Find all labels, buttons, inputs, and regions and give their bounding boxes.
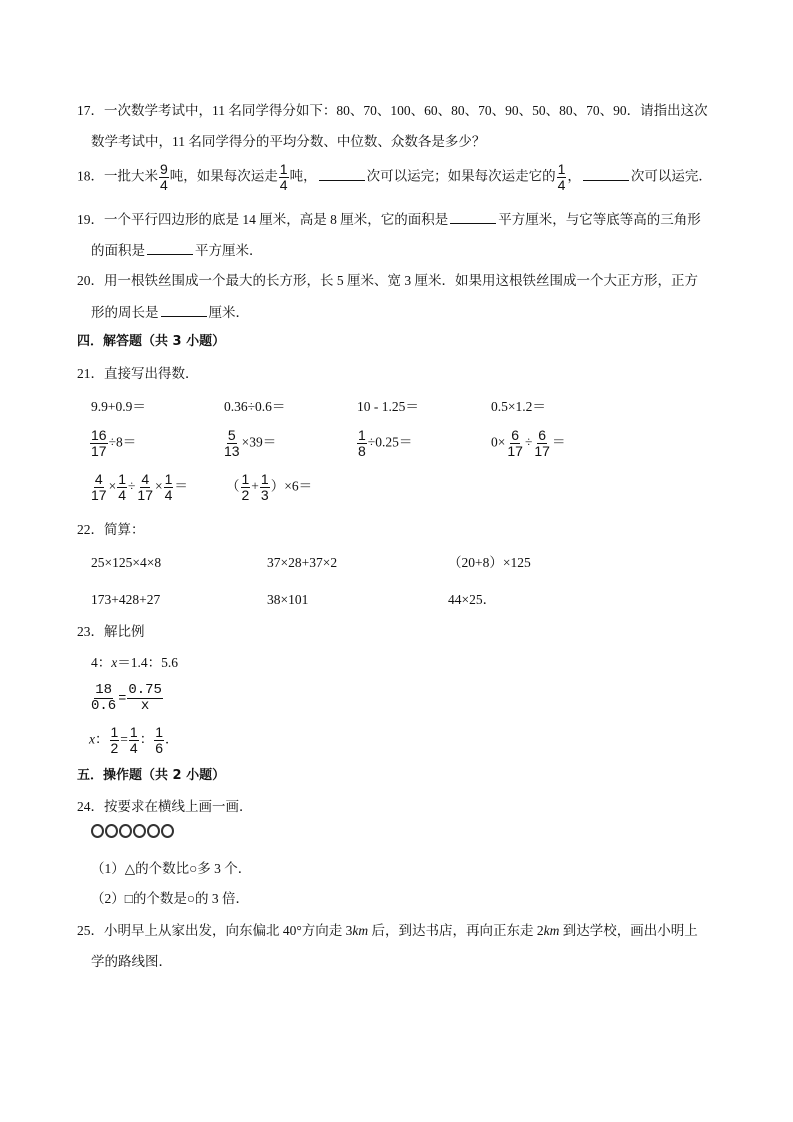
question-text: 一个平行四边形的底是 14 厘米，高是 8 厘米，它的面积是 bbox=[104, 212, 449, 227]
question-text: 平方厘米． bbox=[195, 243, 263, 258]
expression: （ $\frac{1}{2}$ + $\frac{1}{3}$ ）×6＝ bbox=[226, 471, 313, 503]
equation: x： $\frac{1}{2}$ = $\frac{1}{4}$ ： $\frac{1}{6}$ ． bbox=[89, 724, 179, 756]
question-17-line2: 数学考试中，11 名同学得分的平均分数、中位数、众数各是多少？ bbox=[91, 134, 486, 149]
fraction: $\frac{9}{4}$ bbox=[160, 161, 168, 193]
question-text: 平方厘米，与它等底等高的三角形 bbox=[498, 212, 701, 227]
question-text: 一次数学考试中，11 名同学得分如下：80、70、100、60、80、70、90、50、80、70、90．请指出这次 bbox=[104, 103, 708, 118]
question-text: 吨， bbox=[289, 168, 317, 184]
expression: 10 - 1.25＝ bbox=[357, 399, 419, 414]
question-18 bbox=[77, 162, 712, 193]
question-text: 次可以运完；如果每次运走它的 bbox=[366, 168, 556, 184]
answer-blank[interactable] bbox=[583, 166, 629, 181]
question-text: 按要求在横线上画一画． bbox=[104, 799, 253, 814]
question-text: 次可以运完． bbox=[630, 168, 712, 184]
sub-question-1: （1）△的个数比○多 3 个． bbox=[91, 861, 252, 876]
circle-icon bbox=[161, 824, 174, 838]
answer-blank[interactable] bbox=[161, 302, 207, 317]
question-text: 的面积是 bbox=[91, 243, 145, 258]
expression: 0.5×1.2＝ bbox=[491, 399, 546, 414]
question-text: 吨，如果每次运走 bbox=[169, 168, 278, 184]
question-22 bbox=[77, 520, 145, 540]
expression: 25×125×4×8 bbox=[91, 555, 162, 570]
question-number: 25． bbox=[77, 923, 104, 938]
question-number: 24． bbox=[77, 799, 104, 814]
question-text: 一批大米 bbox=[104, 168, 158, 184]
expression: $\frac{4}{17}$ × $\frac{1}{4}$ ÷ $\frac{4}{17}$ × $\frac{1}{4}$ ＝ bbox=[91, 471, 188, 503]
answer-blank[interactable] bbox=[147, 240, 193, 255]
question-text: 直接写出得数． bbox=[104, 366, 199, 381]
question-number: 22． bbox=[77, 522, 104, 537]
expression: 44×25． bbox=[448, 592, 497, 607]
expression: （20+8）×125 bbox=[448, 555, 531, 570]
equation: 4：x＝1.4：5.6 bbox=[91, 655, 178, 670]
fraction: $\frac{1}{4}$ bbox=[279, 161, 288, 193]
question-25-line2: 学的路线图． bbox=[91, 954, 172, 969]
section-heading-5: 五．操作题（共 2 小题） bbox=[77, 768, 226, 783]
circle-icon bbox=[91, 824, 104, 838]
question-21 bbox=[77, 364, 199, 384]
question-20 bbox=[77, 271, 698, 291]
question-number: 21． bbox=[77, 366, 104, 381]
expression: 38×101 bbox=[267, 592, 309, 607]
fraction: $\frac{1}{4}$ bbox=[557, 161, 566, 193]
question-number: 17． bbox=[77, 103, 104, 118]
question-number: 19． bbox=[77, 212, 104, 227]
question-25: 25．小明早上从家出发，向东偏北 40°方向走 3km 后，到达书店，再向正东走 2km 到达学校，画出小明上 bbox=[77, 923, 698, 938]
question-text: 形的周长是 bbox=[91, 305, 159, 320]
expression: 0.36÷0.6＝ bbox=[224, 399, 286, 414]
question-text: 简算： bbox=[104, 522, 145, 537]
question-17 bbox=[77, 101, 708, 121]
expression: 173+428+27 bbox=[91, 592, 161, 607]
question-19-line2 bbox=[91, 240, 263, 261]
circle-icon bbox=[105, 824, 118, 838]
expression: $\frac{5}{13}$ ×39＝ bbox=[224, 427, 277, 459]
answer-blank[interactable] bbox=[450, 209, 496, 224]
question-number: 20． bbox=[77, 273, 104, 288]
question-23 bbox=[77, 622, 145, 642]
question-number: 23． bbox=[77, 624, 104, 639]
question-text: ， bbox=[567, 168, 581, 184]
question-text: 用一根铁丝围成一个最大的长方形，长 5 厘米、宽 3 厘米．如果用这根铁丝围成一个大正方形，正方 bbox=[104, 273, 698, 288]
question-number: 18． bbox=[77, 168, 104, 184]
question-24 bbox=[77, 797, 253, 817]
expression: 37×28+37×2 bbox=[267, 555, 338, 570]
question-text: 解比例 bbox=[104, 624, 145, 639]
equation: $\frac{18}{0.6}$ = $\frac{0.75}{x}$ bbox=[91, 682, 162, 714]
expression: $\frac{16}{17}$ ÷8＝ bbox=[91, 427, 137, 459]
question-text: 小明早上从家出发，向东偏北 40°方向走 3 bbox=[104, 923, 353, 938]
section-heading-4: 四．解答题（共 3 小题） bbox=[77, 334, 226, 349]
circle-icon bbox=[133, 824, 146, 838]
sub-question-2: （2）□的个数是○的 3 倍． bbox=[91, 891, 250, 906]
expression: 9.9+0.9＝ bbox=[91, 399, 146, 414]
question-20-line2 bbox=[91, 302, 249, 323]
expression: $\frac{1}{8}$ ÷0.25＝ bbox=[358, 427, 413, 459]
circle-icon bbox=[119, 824, 132, 838]
answer-blank[interactable] bbox=[319, 166, 365, 181]
circle-icon bbox=[147, 824, 160, 838]
expression: 0× $\frac{6}{17}$ ÷ $\frac{6}{17}$ ＝ bbox=[491, 427, 566, 459]
question-text: 厘米． bbox=[208, 305, 249, 320]
circle-row bbox=[91, 824, 174, 838]
question-19 bbox=[77, 209, 701, 230]
